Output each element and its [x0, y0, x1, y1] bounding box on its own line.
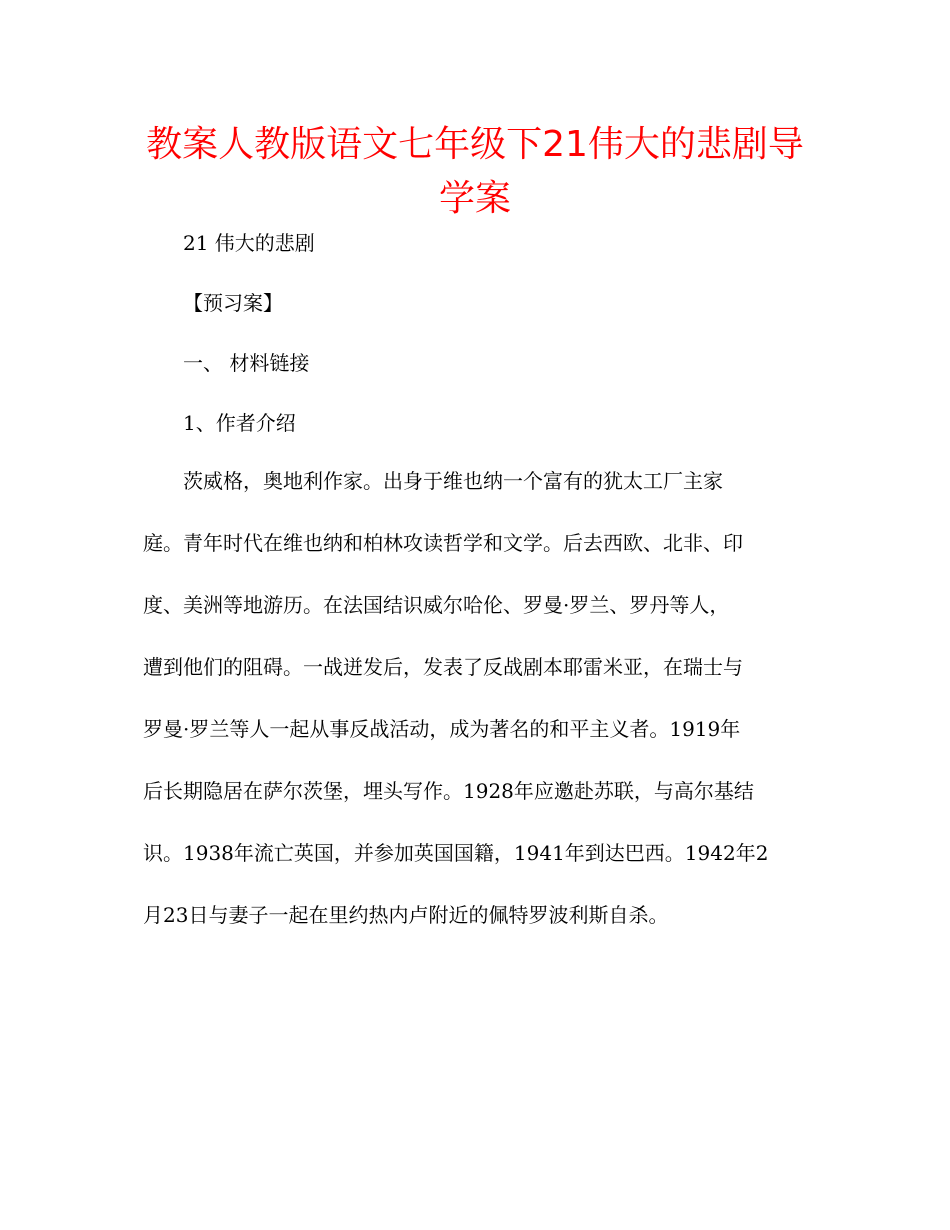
- paragraph-line: 后长期隐居在萨尔茨堡，埋头写作。1928年应邀赴苏联，与高尔基结: [143, 779, 754, 803]
- paragraph-line: 遭到他们的阻碍。一战迸发后，发表了反战剧本耶雷米亚，在瑞士与: [143, 655, 743, 679]
- paragraph-line: 庭。青年时代在维也纳和柏林攻读哲学和文学。后去西欧、北非、印: [143, 531, 743, 555]
- lesson-subtitle: 21 伟大的悲剧: [183, 231, 315, 255]
- paragraph-line: 度、美洲等地游历。在法国结识威尔哈伦、罗曼·罗兰、罗丹等人，: [143, 593, 730, 617]
- paragraph-line: 茨威格，奥地利作家。出身于维也纳一个富有的犹太工厂主家: [183, 469, 723, 493]
- item-heading: 1、作者介绍: [183, 411, 296, 435]
- author-intro-paragraph: [143, 466, 808, 962]
- title-line-1: 教案人教版语文七年级下21伟大的悲剧导: [146, 124, 804, 165]
- paragraph-line: 月23日与妻子一起在里约热内卢附近的佩特罗波利斯自杀。: [143, 903, 669, 927]
- paragraph-line: 罗曼·罗兰等人一起从事反战活动，成为著名的和平主义者。1919年: [143, 717, 741, 741]
- section-heading: 【预习案】: [183, 291, 283, 315]
- paragraph-line: 识。1938年流亡英国，并参加英国国籍，1941年到达巴西。1942年2: [143, 841, 769, 865]
- title-line-2: 学案: [438, 178, 511, 219]
- part-heading: 一、 材料链接: [183, 351, 310, 375]
- document-title: [120, 118, 830, 226]
